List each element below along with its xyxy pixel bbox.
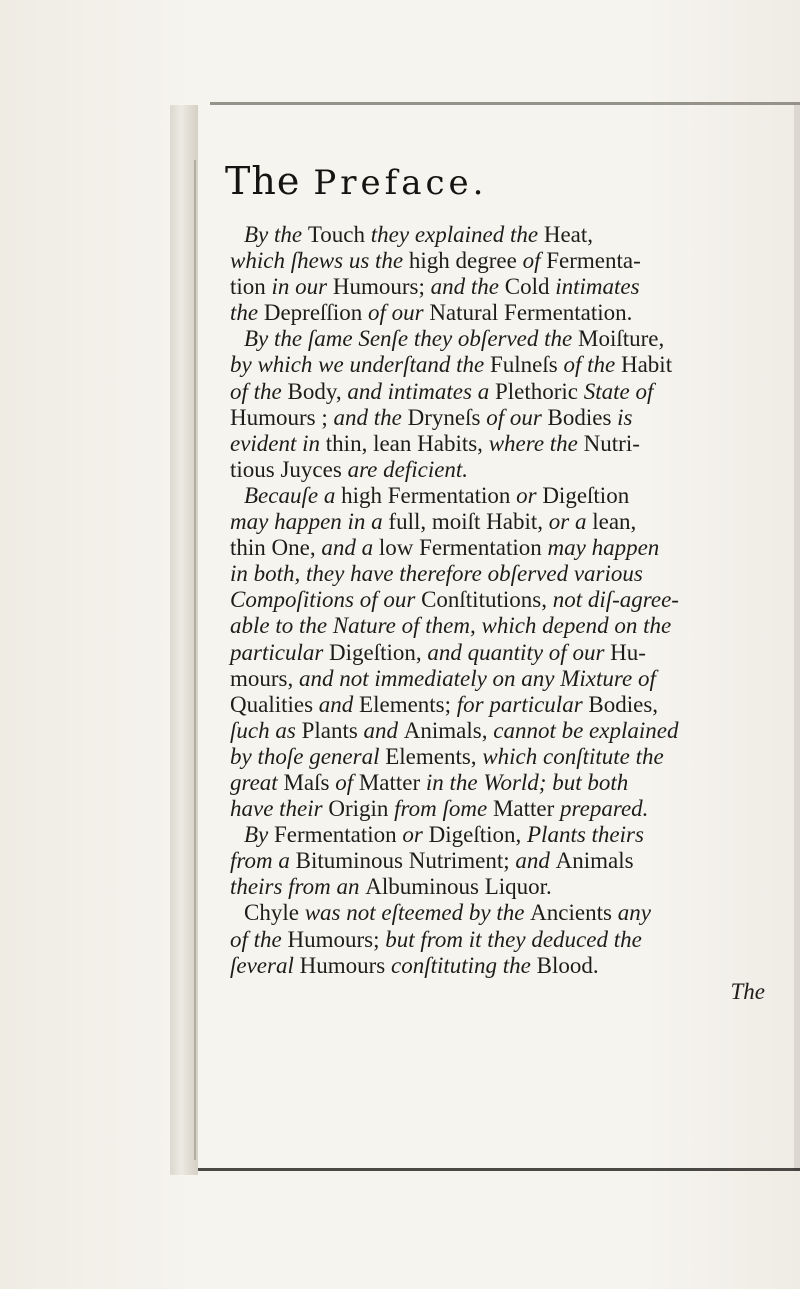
text-segment: and intimates a (347, 378, 495, 404)
text-segment: Animals, (403, 717, 494, 743)
text-segment: which conſtitute the (482, 743, 664, 769)
text-line (230, 666, 795, 692)
text-segment: tious Juyces (230, 456, 348, 482)
text-segment: tion (230, 274, 272, 300)
text-segment: thin One, (230, 535, 322, 561)
text-segment: cannot be explained (493, 717, 679, 743)
page-edge-line (194, 160, 196, 1160)
text-segment: Humours; (287, 926, 386, 952)
text-segment: Chyle (244, 900, 305, 926)
text-segment: but from it they deduced the (385, 926, 642, 952)
text-line (230, 796, 795, 822)
text-segment: and quantity of our (427, 639, 611, 665)
text-segment: full, moiſt Habit, (388, 509, 549, 535)
text-segment: have their (230, 796, 329, 822)
text-segment: Digeſtion, (428, 822, 527, 848)
text-segment: high Fermentation (341, 482, 517, 508)
running-head (225, 158, 785, 206)
text-line (230, 874, 795, 900)
text-line (230, 848, 795, 874)
text-segment: and (318, 691, 360, 717)
text-segment: Nutri- (583, 430, 640, 456)
text-segment: thin, lean Habits, (325, 430, 489, 456)
text-line (230, 900, 795, 926)
text-segment: Natural Fermentation. (429, 300, 633, 326)
text-segment: Fermentation (274, 822, 403, 848)
text-line (230, 483, 795, 509)
text-segment: Bituminous Nutriment; (295, 848, 516, 874)
text-segment: is (617, 404, 633, 430)
text-segment: Becauſe a (244, 482, 342, 508)
running-head-preface: Preface. (313, 163, 488, 203)
text-line (230, 509, 795, 535)
text-segment: was not eſteemed by the (304, 900, 531, 926)
text-line (230, 640, 795, 666)
text-segment: Origin (328, 796, 395, 822)
text-segment: any (617, 900, 651, 926)
text-segment: Bodies, (588, 691, 659, 717)
text-segment: Ancients (530, 900, 618, 926)
text-line (230, 300, 795, 326)
text-line (230, 535, 795, 561)
text-segment: by thoſe general (230, 743, 386, 769)
text-segment: in both, they have therefore obſerved various (230, 561, 643, 587)
text-segment: Digeſtion, (329, 639, 428, 665)
text-segment: particular (230, 639, 330, 665)
text-segment: Dryneſs (407, 404, 487, 430)
text-segment: not diſ-agree- (552, 587, 679, 613)
text-line (230, 744, 795, 770)
text-segment: Plethoric (494, 378, 584, 404)
text-segment: and the (430, 274, 505, 300)
text-segment: Hu- (610, 639, 646, 665)
text-segment: By the (244, 222, 308, 247)
text-segment: in the World; but both (425, 769, 629, 795)
text-segment: Heat, (543, 222, 593, 247)
text-line (230, 222, 795, 248)
text-segment: Bodies (547, 404, 618, 430)
text-segment: Compoſitions of our (230, 587, 422, 613)
text-segment: Plants (301, 717, 364, 743)
text-segment: Fermenta- (546, 248, 641, 274)
text-line (230, 561, 795, 587)
text-segment: they explained the (370, 222, 544, 247)
text-segment: Matter (492, 796, 561, 822)
text-segment: ſuch as (230, 717, 302, 743)
text-line (230, 379, 795, 405)
text-segment: Depreſſion (263, 300, 368, 326)
text-segment: are deficient. (347, 456, 469, 482)
text-line (230, 248, 795, 274)
text-segment: Moiſture, (578, 326, 665, 352)
text-segment: Animals (555, 848, 634, 874)
text-segment: lean, (592, 509, 637, 535)
text-line (230, 770, 795, 796)
text-segment: Humours (299, 952, 391, 978)
text-line (230, 352, 795, 378)
text-line (230, 927, 795, 953)
text-segment: may happen (547, 535, 660, 561)
text-segment: from ſome (394, 796, 493, 822)
text-segment: conſtituting the (390, 952, 537, 978)
text-segment: Conſtitutions, (421, 587, 553, 613)
text-segment: Albuminous Liquor. (365, 874, 552, 900)
text-segment: Cold (504, 274, 556, 300)
text-segment: Body, (287, 378, 348, 404)
text-segment: of (335, 769, 359, 795)
text-segment: Humours; (332, 274, 431, 300)
text-segment: Touch (307, 222, 371, 247)
text-segment: or (516, 482, 543, 508)
text-segment: the (230, 300, 264, 326)
text-segment: which ſhews us the (230, 248, 409, 274)
text-segment: prepared. (560, 796, 649, 822)
text-segment: theirs from an (230, 874, 366, 900)
text-segment: Humours ; (230, 404, 334, 430)
text-segment: from a (230, 848, 296, 874)
text-segment: or (402, 822, 429, 848)
text-line (230, 274, 795, 300)
bottom-rule (198, 1168, 800, 1171)
body-text (230, 222, 795, 1005)
text-segment: Plants theirs (527, 822, 644, 848)
text-segment: mours, (230, 665, 299, 691)
text-line (230, 613, 795, 639)
text-segment: and (515, 848, 556, 874)
text-segment: of our (367, 300, 430, 326)
text-segment: Elements; (359, 691, 457, 717)
text-segment: may happen in a (230, 509, 389, 535)
text-segment: or a (548, 509, 593, 535)
text-segment: Qualities (230, 691, 319, 717)
text-segment: Maſs (283, 769, 336, 795)
text-line (230, 718, 795, 744)
text-segment: great (230, 769, 284, 795)
text-line (230, 326, 795, 352)
text-line (230, 405, 795, 431)
text-segment: and a (321, 535, 379, 561)
text-segment: of the (230, 378, 288, 404)
text-segment: where the (488, 430, 584, 456)
text-line (230, 457, 795, 483)
text-segment: for particular (456, 691, 589, 717)
text-line (230, 953, 795, 979)
text-segment: and not immediately on any Mixture of (299, 665, 656, 691)
catchword: The (730, 978, 765, 1004)
text-segment: and the (333, 404, 408, 430)
text-segment: intimates (555, 274, 640, 300)
text-segment: of our (486, 404, 548, 430)
text-segment: Blood. (536, 952, 599, 978)
text-line (230, 431, 795, 457)
text-segment: by which we underſtand the (230, 352, 490, 378)
top-rule (210, 102, 800, 105)
running-head-the: The (225, 159, 301, 203)
text-segment: high degree (408, 248, 523, 274)
text-segment: State of (583, 378, 654, 404)
text-segment: able to the Nature of them, which depend on the (230, 613, 672, 639)
text-segment: of (522, 248, 547, 274)
text-segment: ſeveral (230, 952, 300, 978)
text-segment: Matter (358, 769, 426, 795)
text-line (230, 822, 795, 848)
text-segment: Digeſtion (542, 482, 630, 508)
text-segment: of the (563, 352, 621, 378)
text-segment: Fulneſs (490, 352, 564, 378)
text-segment: and (363, 717, 404, 743)
text-segment: Habit (620, 352, 673, 378)
text-line (230, 587, 795, 613)
text-segment: By (244, 822, 275, 848)
text-line (230, 692, 795, 718)
text-segment: Elements, (385, 743, 483, 769)
text-segment: evident in (230, 430, 326, 456)
text-segment: low Fermentation (378, 535, 548, 561)
text-segment: of the (230, 926, 288, 952)
text-segment: in our (271, 274, 333, 300)
text-segment: By the ſame Senſe they obſerved the (244, 326, 578, 352)
